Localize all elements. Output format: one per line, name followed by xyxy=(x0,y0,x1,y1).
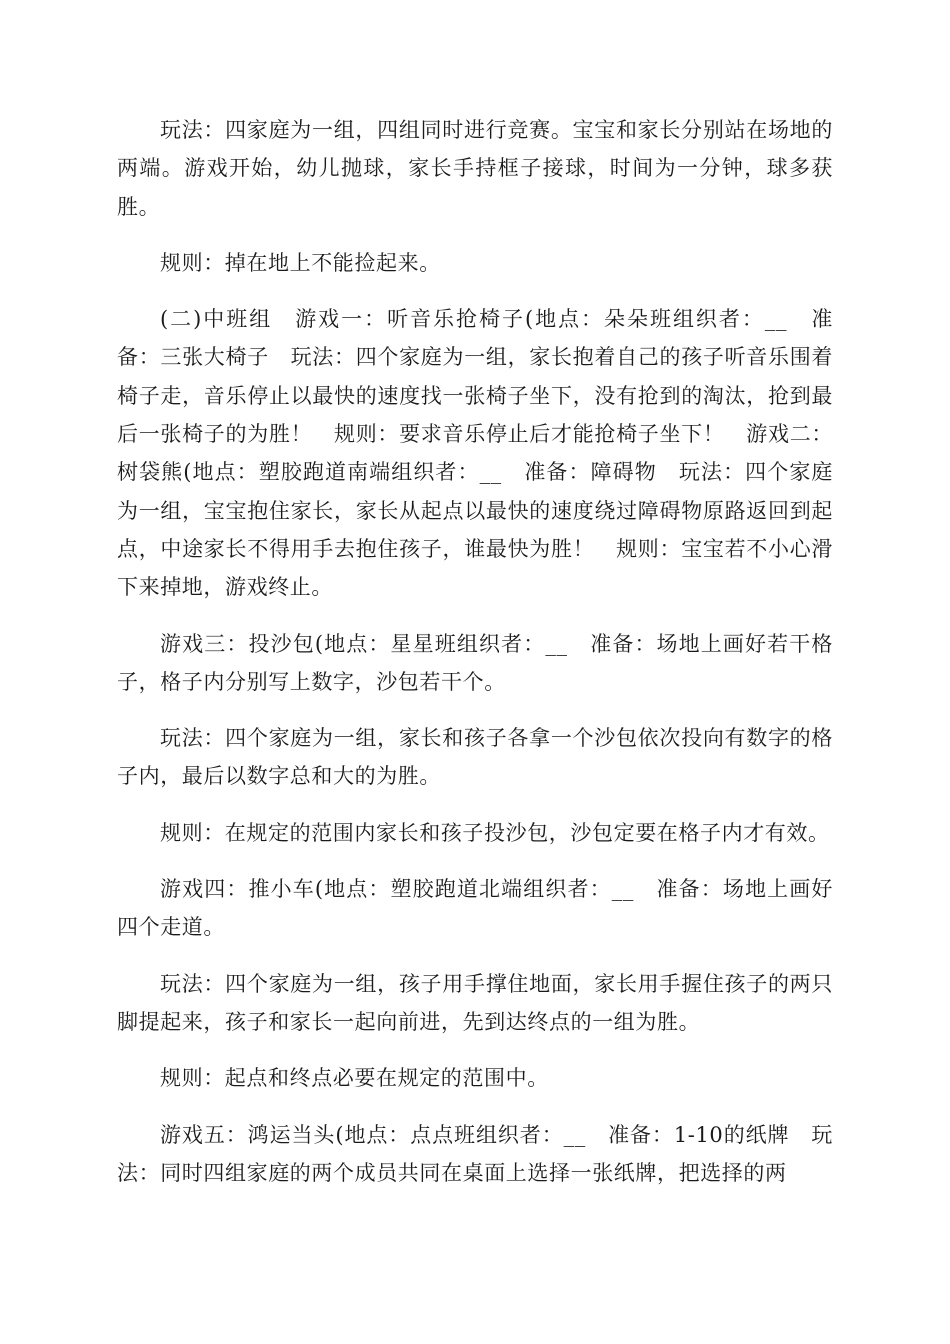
paragraph-game-four-rule: 规则：起点和终点必要在规定的范围中。 xyxy=(160,1066,549,1091)
paragraph-game-three-sandbag: 游戏三：投沙包(地点：星星班组织者：__ 准备：场地上画好若干格子，格子内分别写上数字，沙包若干个。 xyxy=(117,631,833,694)
paragraph-middle-class-games: (二)中班组 游戏一：听音乐抢椅子(地点：朵朵班组织者：__ 准备：三张大椅子 玩法：四个家庭为一组，家长抱着自己的孩子听音乐围着椅子走，音乐停止以最快的速度找一张椅子坐下，没有抢到的淘汰，抢到最后一张椅子的为胜！ 规则：要求音乐停止后才能抢椅子坐下！ 游戏二：树袋熊(地点：塑胶跑道南端组织者：__ 准备：障碍物 玩法：四个家庭为一组，宝宝抱住家长，家长从起点以最快的速度绕过障碍物原路返回到起点，中途家长不得用手去抱住孩子，谁最快为胜！ 规则：宝宝若不小心滑下来掉地，游戏终止。 xyxy=(117,307,833,600)
paragraph-game-three-play: 玩法：四个家庭为一组，家长和孩子各拿一个沙包依次投向有数字的格子内，最后以数字总和大的为胜。 xyxy=(117,726,833,789)
paragraph-game-three-rule: 规则：在规定的范围内家长和孩子投沙包，沙包定要在格子内才有效。 xyxy=(160,820,830,845)
document-page xyxy=(117,111,833,1210)
paragraph-rule-catch: 规则：掉在地上不能捡起来。 xyxy=(160,250,441,275)
paragraph-game-four-play: 玩法：四个家庭为一组，孩子用手撑住地面，家长用手握住孩子的两只脚提起来，孩子和家长一起向前进，先到达终点的一组为胜。 xyxy=(117,971,833,1034)
paragraph-game-five: 游戏五：鸿运当头(地点：点点班组织者：__ 准备：1-10的纸牌 玩法：同时四组家庭的两个成员共同在桌面上选择一张纸牌，把选择的两 xyxy=(117,1122,833,1185)
paragraph-game-play-catch: 玩法：四家庭为一组，四组同时进行竞赛。宝宝和家长分别站在场地的两端。游戏开始，幼儿抛球，家长手持框子接球，时间为一分钟，球多获胜。 xyxy=(117,118,833,219)
paragraph-game-four-cart: 游戏四：推小车(地点：塑胶跑道北端组织者：__ 准备：场地上画好四个走道。 xyxy=(117,877,833,940)
